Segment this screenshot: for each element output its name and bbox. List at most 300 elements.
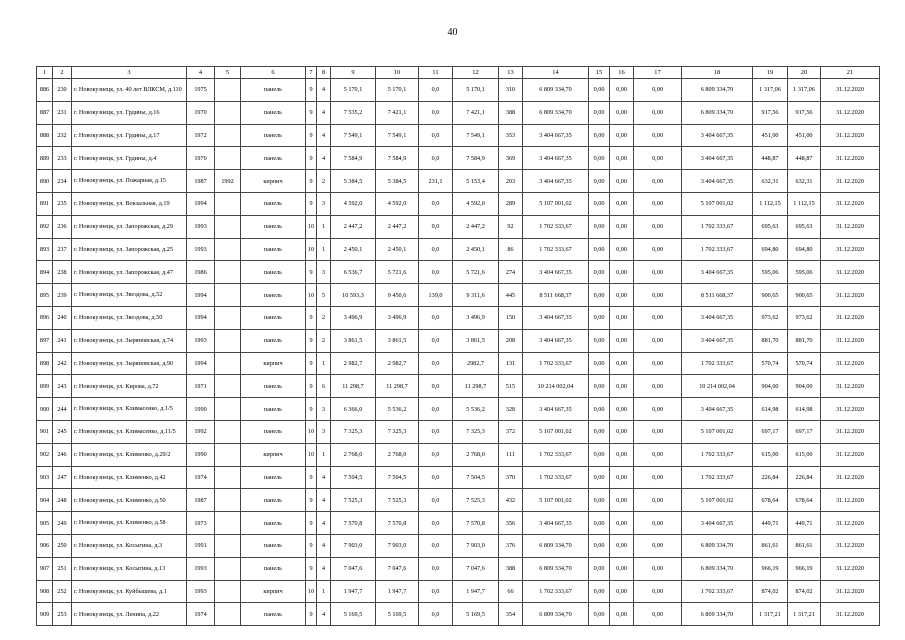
- table-cell: 1 112,15: [788, 192, 821, 215]
- table-cell: 4: [317, 101, 331, 124]
- table-cell: 0,0: [419, 329, 453, 352]
- table-cell: [215, 603, 241, 626]
- table-cell: 31.12.2020: [821, 79, 880, 102]
- table-cell: 5 169,5: [453, 603, 499, 626]
- table-cell: 3 404 667,35: [523, 329, 589, 352]
- column-number-header: 7: [306, 67, 317, 79]
- table-cell: [215, 101, 241, 124]
- table-cell: 2 768,0: [331, 443, 376, 466]
- column-number-header: 4: [187, 67, 215, 79]
- table-cell: 886: [37, 79, 53, 102]
- table-cell: 0,0: [419, 215, 453, 238]
- table-cell: панель: [241, 603, 306, 626]
- table-cell: 0,00: [589, 375, 610, 398]
- table-cell: 0,00: [589, 215, 610, 238]
- table-cell: 900,65: [788, 284, 821, 307]
- address-cell: г. Новокузнецк, ул. Звездова, д.50: [72, 306, 187, 329]
- table-cell: 251: [53, 557, 72, 580]
- table-cell: панель: [241, 466, 306, 489]
- table-cell: 2: [317, 329, 331, 352]
- table-cell: 0,00: [610, 101, 634, 124]
- table-cell: 0,00: [634, 329, 682, 352]
- table-cell: 3 404 667,35: [682, 170, 753, 193]
- table-cell: 9: [306, 124, 317, 147]
- table-cell: 235: [53, 192, 72, 215]
- table-cell: 31.12.2020: [821, 557, 880, 580]
- table-cell: 1973: [187, 512, 215, 535]
- address-cell: г. Новокузнецк, ул. Климасенко, д.11/5: [72, 420, 187, 443]
- table-cell: 236: [53, 215, 72, 238]
- table-row: [37, 238, 880, 261]
- table-row: [37, 420, 880, 443]
- table-row: [37, 101, 880, 124]
- table-cell: 0,0: [419, 238, 453, 261]
- table-cell: 0,00: [610, 557, 634, 580]
- table-cell: 0,00: [634, 420, 682, 443]
- table-cell: 31.12.2020: [821, 603, 880, 626]
- table-cell: 5 170,1: [331, 79, 376, 102]
- table-cell: 248: [53, 489, 72, 512]
- table-cell: 595,06: [788, 261, 821, 284]
- table-cell: 3: [317, 420, 331, 443]
- table-cell: 448,87: [753, 147, 788, 170]
- table-cell: [215, 261, 241, 284]
- table-cell: 891: [37, 192, 53, 215]
- table-cell: [215, 466, 241, 489]
- table-cell: 0,00: [589, 329, 610, 352]
- table-cell: кирпич: [241, 580, 306, 603]
- table-cell: 7 525,3: [453, 489, 499, 512]
- table-row: [37, 398, 880, 421]
- table-row: [37, 147, 880, 170]
- address-cell: г. Новокузнецк, ул. Запорожская, д.29: [72, 215, 187, 238]
- table-cell: [215, 512, 241, 535]
- table-cell: 0,00: [634, 512, 682, 535]
- table-cell: 6 366,0: [331, 398, 376, 421]
- table-cell: 0,0: [419, 375, 453, 398]
- table-cell: 6 809 334,70: [682, 79, 753, 102]
- table-cell: 694,80: [788, 238, 821, 261]
- table-cell: 150: [499, 306, 523, 329]
- table-cell: 0,00: [589, 261, 610, 284]
- table-cell: 973,62: [788, 306, 821, 329]
- table-cell: 7 047,6: [331, 557, 376, 580]
- table-cell: 10 593,3: [331, 284, 376, 307]
- table-cell: кирпич: [241, 443, 306, 466]
- table-cell: 889: [37, 147, 53, 170]
- table-cell: 10: [306, 443, 317, 466]
- table-cell: 3 404 667,35: [523, 512, 589, 535]
- table-cell: 3 404 667,35: [523, 124, 589, 147]
- table-cell: 0,00: [610, 534, 634, 557]
- table-cell: 2 982,7: [331, 352, 376, 375]
- table-cell: [215, 79, 241, 102]
- table-cell: 881,70: [788, 329, 821, 352]
- table-cell: 0,00: [634, 306, 682, 329]
- table-cell: 0,0: [419, 261, 453, 284]
- table-cell: 0,00: [589, 147, 610, 170]
- table-cell: 7 570,8: [376, 512, 419, 535]
- table-cell: 0,00: [610, 284, 634, 307]
- table-cell: 5 169,5: [331, 603, 376, 626]
- table-cell: [215, 375, 241, 398]
- table-cell: 2 768,0: [453, 443, 499, 466]
- table-cell: 388: [499, 101, 523, 124]
- table-cell: 0,00: [589, 192, 610, 215]
- table-cell: 1975: [187, 79, 215, 102]
- table-cell: 372: [499, 420, 523, 443]
- table-cell: 0,00: [634, 261, 682, 284]
- table-cell: 4: [317, 512, 331, 535]
- table-cell: 9: [306, 557, 317, 580]
- table-cell: 1 702 333,67: [523, 238, 589, 261]
- address-cell: г. Новокузнецк, ул. Зыряновская, д.74: [72, 329, 187, 352]
- table-cell: 7 535,2: [331, 101, 376, 124]
- table-cell: 5 536,2: [453, 398, 499, 421]
- table-cell: 0,00: [610, 147, 634, 170]
- table-cell: 0,0: [419, 466, 453, 489]
- table-cell: панель: [241, 398, 306, 421]
- table-cell: 7 549,1: [453, 124, 499, 147]
- table-cell: 0,00: [589, 420, 610, 443]
- table-cell: 1 702 333,67: [523, 466, 589, 489]
- table-cell: 0,00: [610, 261, 634, 284]
- table-cell: 896: [37, 306, 53, 329]
- table-cell: [215, 398, 241, 421]
- table-cell: 0,0: [419, 534, 453, 557]
- table-cell: 0,00: [634, 284, 682, 307]
- table-cell: 0,00: [634, 603, 682, 626]
- table-cell: 208: [499, 329, 523, 352]
- table-row: [37, 352, 880, 375]
- table-cell: 3 496,9: [453, 306, 499, 329]
- address-cell: г. Новокузнецк, ул. Запорожская, д.47: [72, 261, 187, 284]
- table-cell: 451,00: [788, 124, 821, 147]
- table-cell: 1 702 333,67: [682, 580, 753, 603]
- table-cell: 376: [499, 534, 523, 557]
- table-cell: 1 702 333,67: [523, 443, 589, 466]
- table-cell: 2 447,2: [331, 215, 376, 238]
- table-cell: 0,00: [634, 79, 682, 102]
- table-cell: 0,00: [610, 443, 634, 466]
- table-cell: 6 809 334,70: [682, 534, 753, 557]
- table-cell: кирпич: [241, 352, 306, 375]
- table-cell: 5 107 001,02: [523, 192, 589, 215]
- table-cell: 243: [53, 375, 72, 398]
- table-cell: 31.12.2020: [821, 101, 880, 124]
- table-cell: 31.12.2020: [821, 398, 880, 421]
- table-cell: 0,00: [589, 170, 610, 193]
- table-row: [37, 329, 880, 352]
- table-cell: 230: [53, 79, 72, 102]
- table-cell: 966,19: [753, 557, 788, 580]
- table-cell: 31.12.2020: [821, 534, 880, 557]
- table-cell: 5 536,2: [376, 398, 419, 421]
- table-cell: 7 525,3: [376, 489, 419, 512]
- table-cell: 0,00: [589, 557, 610, 580]
- table-cell: 1: [317, 443, 331, 466]
- table-cell: 10: [306, 284, 317, 307]
- table-cell: 246: [53, 443, 72, 466]
- table-cell: 0,00: [634, 215, 682, 238]
- table-cell: 0,00: [634, 580, 682, 603]
- table-cell: 909: [37, 603, 53, 626]
- table-row: [37, 489, 880, 512]
- table-cell: 898: [37, 352, 53, 375]
- table-cell: [215, 306, 241, 329]
- table-cell: 1 112,15: [753, 192, 788, 215]
- table-cell: [215, 124, 241, 147]
- table-cell: 2 982,7: [376, 352, 419, 375]
- table-cell: 1993: [187, 329, 215, 352]
- address-cell: г. Новокузнецк, ул. Грдины, д.16: [72, 101, 187, 124]
- table-cell: 4: [317, 147, 331, 170]
- column-number-header: 8: [317, 67, 331, 79]
- table-cell: 1 702 333,67: [682, 443, 753, 466]
- table-cell: 0,0: [419, 192, 453, 215]
- table-cell: 895: [37, 284, 53, 307]
- table-cell: 0,00: [634, 557, 682, 580]
- table-cell: 894: [37, 261, 53, 284]
- column-number-header-row: [37, 67, 880, 79]
- table-cell: 2: [317, 306, 331, 329]
- table-cell: 4: [317, 466, 331, 489]
- column-number-header: 18: [682, 67, 753, 79]
- table-cell: 5 170,1: [376, 79, 419, 102]
- table-cell: 1972: [187, 124, 215, 147]
- address-cell: г. Новокузнецк, ул. Клименко, д.42: [72, 466, 187, 489]
- table-cell: 1 317,06: [788, 79, 821, 102]
- table-cell: 31.12.2020: [821, 352, 880, 375]
- table-cell: 0,00: [634, 375, 682, 398]
- table-cell: 0,00: [589, 352, 610, 375]
- table-cell: 7 584,9: [331, 147, 376, 170]
- table-cell: 0,00: [610, 580, 634, 603]
- table-cell: [215, 489, 241, 512]
- table-cell: 881,70: [753, 329, 788, 352]
- table-cell: 0,00: [610, 512, 634, 535]
- table-cell: 0,00: [634, 352, 682, 375]
- table-cell: 7 047,6: [453, 557, 499, 580]
- table-cell: 6 809 334,70: [523, 79, 589, 102]
- table-cell: 31.12.2020: [821, 147, 880, 170]
- table-cell: 3 404 667,35: [682, 512, 753, 535]
- table-cell: 31.12.2020: [821, 580, 880, 603]
- table-cell: 695,63: [788, 215, 821, 238]
- table-cell: 515: [499, 375, 523, 398]
- table-cell: 242: [53, 352, 72, 375]
- table-cell: 448,87: [788, 147, 821, 170]
- table-row: [37, 375, 880, 398]
- address-cell: г. Новокузнецк, ул. Звездова, д.52: [72, 284, 187, 307]
- table-cell: 7 325,3: [376, 420, 419, 443]
- table-cell: 451,00: [753, 124, 788, 147]
- table-cell: 900: [37, 398, 53, 421]
- table-cell: 0,0: [419, 79, 453, 102]
- table-cell: 139,0: [419, 284, 453, 307]
- table-cell: 4 592,0: [376, 192, 419, 215]
- table-cell: 0,00: [634, 124, 682, 147]
- address-cell: г. Новокузнецк, ул. Косыгина, д.3: [72, 534, 187, 557]
- table-cell: 966,19: [788, 557, 821, 580]
- table-cell: 274: [499, 261, 523, 284]
- table-cell: 615,00: [788, 443, 821, 466]
- address-cell: г. Новокузнецк, ул. Зыряновская, д.90: [72, 352, 187, 375]
- table-cell: 449,71: [788, 512, 821, 535]
- table-cell: панель: [241, 101, 306, 124]
- column-number-header: 13: [499, 67, 523, 79]
- table-cell: 570,74: [753, 352, 788, 375]
- column-number-header: 9: [331, 67, 376, 79]
- table-cell: 9 311,6: [453, 284, 499, 307]
- table-cell: [215, 420, 241, 443]
- table-cell: 0,0: [419, 420, 453, 443]
- table-cell: 697,17: [753, 420, 788, 443]
- table-cell: 31.12.2020: [821, 215, 880, 238]
- address-cell: г. Новокузнецк, ул. Климасенко, д.1/5: [72, 398, 187, 421]
- table-cell: [215, 557, 241, 580]
- table-cell: 31.12.2020: [821, 261, 880, 284]
- table-row: [37, 306, 880, 329]
- table-cell: 2 450,1: [453, 238, 499, 261]
- address-cell: г. Новокузнецк, ул. Клименко, д.29/2: [72, 443, 187, 466]
- table-cell: 1 317,06: [753, 79, 788, 102]
- table-cell: 1 317,21: [753, 603, 788, 626]
- column-number-header: 1: [37, 67, 53, 79]
- table-cell: 7 421,1: [453, 101, 499, 124]
- table-cell: 861,61: [753, 534, 788, 557]
- table-cell: 3 404 667,35: [682, 147, 753, 170]
- table-cell: 1: [317, 580, 331, 603]
- table-cell: 66: [499, 580, 523, 603]
- table-cell: 0,0: [419, 512, 453, 535]
- table-cell: 9: [306, 261, 317, 284]
- address-cell: г. Новокузнецк, ул. Куйбышева, д.1: [72, 580, 187, 603]
- table-cell: 31.12.2020: [821, 375, 880, 398]
- table-cell: 9: [306, 375, 317, 398]
- table-cell: 1 947,7: [331, 580, 376, 603]
- table-cell: 7 047,6: [376, 557, 419, 580]
- housing-register-table: [36, 66, 880, 626]
- table-cell: 4: [317, 79, 331, 102]
- table-cell: 31.12.2020: [821, 306, 880, 329]
- table-cell: 3: [317, 261, 331, 284]
- table-cell: [215, 534, 241, 557]
- table-cell: 697,17: [788, 420, 821, 443]
- table-cell: 249: [53, 512, 72, 535]
- table-cell: 0,00: [634, 534, 682, 557]
- table-cell: 11 298,7: [453, 375, 499, 398]
- table-cell: 10: [306, 238, 317, 261]
- table-cell: 1: [317, 238, 331, 261]
- table-cell: панель: [241, 284, 306, 307]
- table-cell: 0,00: [610, 375, 634, 398]
- table-cell: 7 584,9: [376, 147, 419, 170]
- table-cell: 5 153,4: [453, 170, 499, 193]
- table-cell: [215, 352, 241, 375]
- table-cell: 231: [53, 101, 72, 124]
- table-cell: 10 214 002,04: [523, 375, 589, 398]
- table-cell: 973,62: [753, 306, 788, 329]
- table-cell: 1974: [187, 466, 215, 489]
- table-cell: 0,00: [610, 170, 634, 193]
- table-cell: [215, 147, 241, 170]
- address-cell: г. Новокузнецк, ул. Пожарная, д.15: [72, 170, 187, 193]
- table-cell: 907: [37, 557, 53, 580]
- column-number-header: 10: [376, 67, 419, 79]
- table-row: [37, 443, 880, 466]
- table-cell: 0,00: [610, 352, 634, 375]
- table-cell: 4: [317, 489, 331, 512]
- table-cell: 9: [306, 489, 317, 512]
- table-cell: 904: [37, 489, 53, 512]
- table-cell: 1993: [187, 580, 215, 603]
- table-cell: 0,0: [419, 306, 453, 329]
- table-cell: 3 861,5: [331, 329, 376, 352]
- table-cell: 632,31: [788, 170, 821, 193]
- table-cell: 1993: [187, 238, 215, 261]
- table-cell: 0,0: [419, 398, 453, 421]
- table-row: [37, 192, 880, 215]
- table-cell: 901: [37, 420, 53, 443]
- table-cell: 0,0: [419, 557, 453, 580]
- table-cell: 5 107 001,02: [682, 192, 753, 215]
- table-cell: 250: [53, 534, 72, 557]
- table-cell: панель: [241, 192, 306, 215]
- table-cell: 0,00: [634, 170, 682, 193]
- table-cell: 1 702 333,67: [523, 215, 589, 238]
- table-cell: 31.12.2020: [821, 170, 880, 193]
- table-cell: 252: [53, 580, 72, 603]
- table-cell: 905: [37, 512, 53, 535]
- table-cell: 131: [499, 352, 523, 375]
- table-cell: 9: [306, 512, 317, 535]
- table-cell: 0,00: [634, 101, 682, 124]
- table-cell: 0,00: [610, 329, 634, 352]
- table-cell: 5 721,6: [376, 261, 419, 284]
- table-cell: 899: [37, 375, 53, 398]
- column-number-header: 19: [753, 67, 788, 79]
- table-cell: 1 702 333,67: [682, 215, 753, 238]
- table-cell: 0,00: [589, 489, 610, 512]
- table-row: [37, 261, 880, 284]
- table-cell: 1 317,21: [788, 603, 821, 626]
- table-cell: [215, 192, 241, 215]
- table-cell: 1991: [187, 534, 215, 557]
- table-cell: 2 450,1: [376, 238, 419, 261]
- address-cell: г. Новокузнецк, ул. Вокзальная, д.19: [72, 192, 187, 215]
- table-cell: 1970: [187, 147, 215, 170]
- table-cell: 0,00: [610, 420, 634, 443]
- column-number-header: 20: [788, 67, 821, 79]
- table-cell: панель: [241, 420, 306, 443]
- table-cell: 0,00: [610, 603, 634, 626]
- table-cell: 237: [53, 238, 72, 261]
- table-cell: 906: [37, 534, 53, 557]
- table-cell: 890: [37, 170, 53, 193]
- table-cell: 31.12.2020: [821, 238, 880, 261]
- address-cell: г. Новокузнецк, ул. 40 лет ВЛКСМ, д.110: [72, 79, 187, 102]
- table-cell: 893: [37, 238, 53, 261]
- table-cell: 0,00: [610, 306, 634, 329]
- table-cell: 1993: [187, 557, 215, 580]
- table-cell: 0,0: [419, 603, 453, 626]
- table-cell: 2982,7: [453, 352, 499, 375]
- table-cell: 7 903,0: [376, 534, 419, 557]
- table-cell: 615,00: [753, 443, 788, 466]
- table-cell: 3 404 667,35: [523, 147, 589, 170]
- table-cell: 244: [53, 398, 72, 421]
